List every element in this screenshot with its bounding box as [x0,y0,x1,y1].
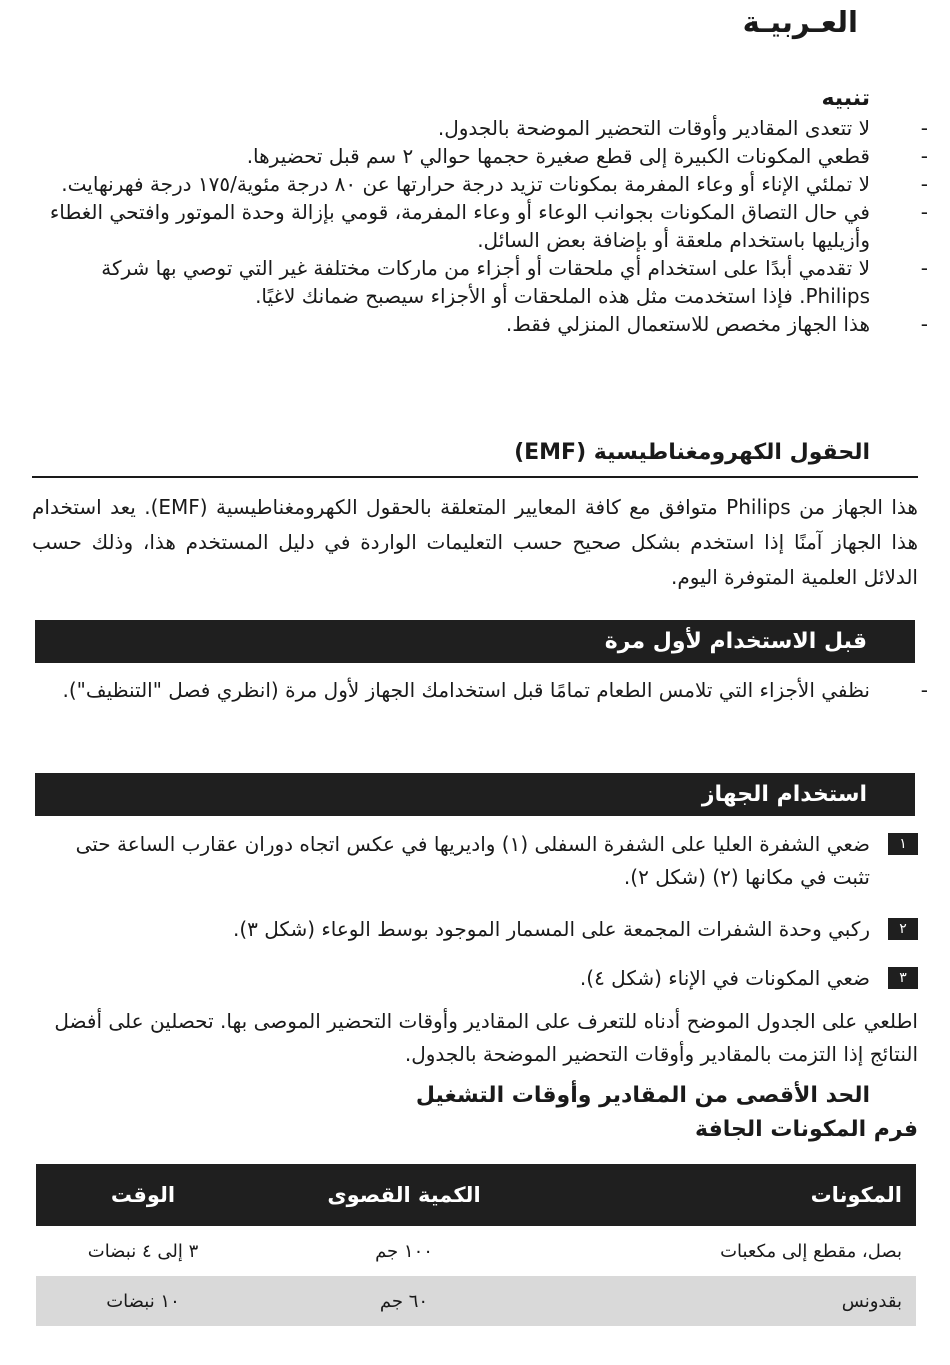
cell-ingredient: بقدونس [558,1276,916,1326]
list-item: - لا تقدمي أبدًا على استخدام أي ملحقات أو أجزاء من ماركات مختلفة غير التي توصي بها شركة Philips. فإذا استخدمت مثل هذه الملحقات أو الأجزاء سيصبح ضمانك لاغيًا. [101,256,928,308]
column-header-time: الوقت [36,1164,250,1226]
step-text: ضعي المكونات في الإناء (شكل ٤). [579,966,870,990]
warning-section [30,84,928,338]
cell-time: ١٠ نبضات [36,1276,250,1326]
language-title: العـربيـة [742,5,858,39]
step-1 [38,828,918,894]
list-item: - لا تتعدى المقادير وأوقات التحضير الموضحة بالجدول. [437,116,928,140]
table-header-row [36,1164,916,1226]
cell-ingredient: بصل، مقطع إلى مكعبات [720,1240,902,1262]
list-item: - هذا الجهاز مخصص للاستعمال المنزلي فقط. [505,312,928,336]
step-3 [38,962,918,995]
cell-amount: ٦٠ جم [250,1276,558,1326]
list-item: - قطعي المكونات الكبيرة إلى قطع صغيرة حجمها حوالي ٢ سم قبل تحضيرها. [246,144,928,168]
emf-paragraph: هذا الجهاز من Philips متوافق مع كافة المعايير المتعلقة بالحقول الكهرومغناطيسية (EMF). يعد استخدام هذا الجهاز آمنًا إذا استخدم بشكل صحيح حسب التعليمات الواردة في دليل المستخدم هذا، وذلك حسب الدلائل العلمية المتوفرة اليوم. [32,495,918,589]
warning-heading: تنبيه [821,86,870,111]
before-first-use-heading-bar [35,620,915,663]
cell-time: ٣ إلى ٤ نبضات [87,1240,199,1262]
step-2 [38,913,918,946]
emf-heading: الحقول الكهرومغناطيسية (EMF) [514,440,870,465]
list-item: - في حال التصاق المكونات بجوانب الوعاء أو وعاء المفرمة، قومي بإزالة وحدة الموتور وافتحي الغطاء وأزيليها باستخدام ملعقة أو بإضافة بعض السائل. [49,200,928,252]
step-text: ركبي وحدة الشفرات المجمعة على المسمار الموجود بوسط الوعاء (شكل ٣). [232,917,870,941]
step-number-badge: ٣ [888,967,918,989]
table-row [36,1226,916,1276]
step-number-badge: ١ [888,833,918,855]
step-text: ضعي الشفرة العليا على الشفرة السفلى (١) واديريها في عكس اتجاه دوران عقارب الساعة حتى تثبت في مكانها (٢) (شكل ٢). [75,832,870,889]
list-item: - نظفي الأجزاء التي تلامس الطعام تمامًا قبل استخدامك الجهاز لأول مرة (انظري فصل "التنظيف"). [62,678,928,702]
before-first-use-section [60,676,928,704]
table-subtitle: فرم المكونات الجافة [695,1117,918,1142]
section-divider [32,476,918,478]
before-first-use-heading: قبل الاستخدام لأول مرة [604,629,867,654]
column-header-max-amount: الكمية القصوى [250,1164,558,1226]
cell-amount: ١٠٠ جم [375,1240,433,1262]
list-item: - لا تملئي الإناء أو وعاء المفرمة بمكونات تزيد درجة حرارتها عن ٨٠ درجة مئوية/١٧٥ درجة فهرنهايت. [61,172,928,196]
table-row [36,1276,916,1326]
using-heading-bar [35,773,915,816]
quantities-table [36,1164,916,1326]
column-header-ingredients: المكونات [558,1164,916,1226]
using-heading: استخدام الجهاز [701,782,867,807]
warning-list [30,114,928,338]
table-title: الحد الأقصى من المقادير وأوقات التشغيل [415,1083,870,1108]
step-number-badge: ٢ [888,918,918,940]
step-3-note: اطلعي على الجدول الموضح أدناه للتعرف على المقادير وأوقات التحضير الموصى بها. تحصلين على أفضل النتائج إذا التزمت بالمقادير وأوقات التحضير الموضحة بالجدول. [54,1009,918,1066]
